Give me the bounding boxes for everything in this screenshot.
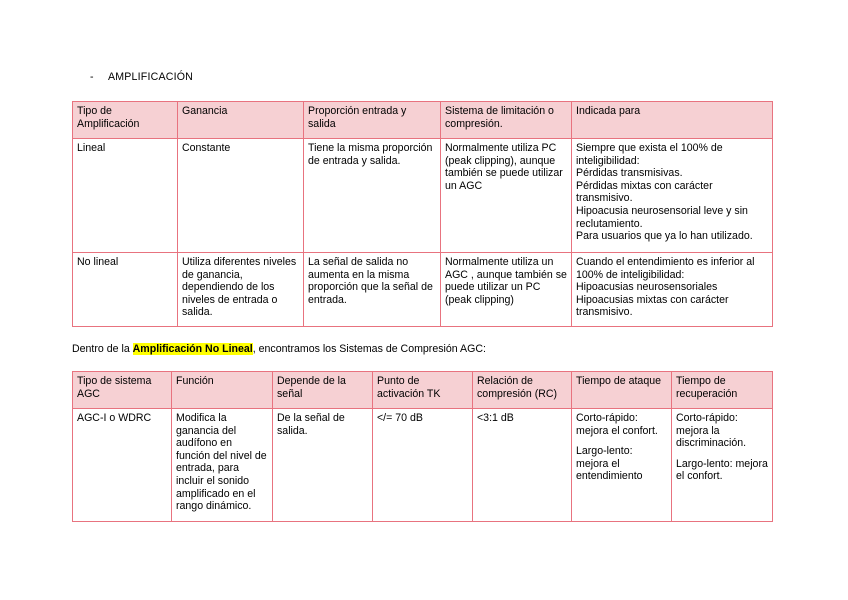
- highlighted-term: Amplificación No Lineal: [132, 343, 253, 355]
- indicada-line: Pérdidas transmisivas.: [576, 167, 683, 180]
- table-row: [73, 139, 773, 253]
- table-row: [73, 253, 773, 327]
- cell-proporcion: La señal de salida no aumenta en la misma proporción que la señal de entrada.: [304, 253, 441, 327]
- recuperacion-line: Largo-lento: mejora el confort.: [676, 457, 768, 483]
- indicada-line: Siempre que exista el 100% de inteligibilidad:: [576, 142, 723, 167]
- cell-ataque: [572, 409, 672, 522]
- cell-tipo: Lineal: [73, 139, 178, 253]
- indicada-line: Cuando el entendimiento es inferior al 100% de inteligibilidad:: [576, 256, 755, 281]
- bullet-dash: -: [90, 71, 94, 83]
- table-row: [73, 409, 773, 522]
- ataque-line: Largo-lento: mejora el entendimiento: [576, 445, 643, 483]
- cell-tipo: No lineal: [73, 253, 178, 327]
- header-cell: Función: [172, 372, 273, 409]
- header-cell: Tiempo de ataque: [572, 372, 672, 409]
- intro-before: Dentro de la: [72, 343, 133, 355]
- header-cell: Relación de compresión (RC): [473, 372, 572, 409]
- header-cell: Sistema de limitación o compresión.: [441, 102, 572, 139]
- indicada-line: Para usuarios que ya lo han utilizado.: [576, 230, 753, 243]
- cell-indicada: [572, 139, 773, 253]
- cell-sistema: Normalmente utiliza PC (peak clipping), aunque también se puede utilizar un AGC: [441, 139, 572, 253]
- header-cell: Ganancia: [178, 102, 304, 139]
- header-cell: Tipo de sistema AGC: [73, 372, 172, 409]
- table-header-row: [73, 102, 773, 139]
- table-header-row: [73, 372, 773, 409]
- cell-relacion: <3:1 dB: [473, 409, 572, 522]
- header-cell: Punto de activación TK: [373, 372, 473, 409]
- cell-depende: De la señal de salida.: [273, 409, 373, 522]
- cell-proporcion: Tiene la misma proporción de entrada y salida.: [304, 139, 441, 253]
- cell-ganancia: Constante: [178, 139, 304, 253]
- cell-funcion: Modifica la ganancia del audífono en función del nivel de entrada, para incluir el sonido amplificado en el rango dinámico.: [172, 409, 273, 522]
- ataque-line: Corto-rápido: mejora el confort.: [576, 412, 658, 437]
- agc-table: [72, 371, 773, 522]
- cell-ganancia: Utiliza diferentes niveles de ganancia, dependiendo de los niveles de entrada o salida.: [178, 253, 304, 327]
- header-cell: Indicada para: [572, 102, 773, 139]
- header-cell: Proporción entrada y salida: [304, 102, 441, 139]
- indicada-line: Hipoacusia neurosensorial leve y sin reclutamiento.: [576, 204, 748, 230]
- cell-indicada: [572, 253, 773, 327]
- intro-after: , encontramos los Sistemas de Compresión AGC:: [252, 343, 486, 355]
- cell-tipo: AGC-I o WDRC: [73, 409, 172, 522]
- recuperacion-line: Corto-rápido: mejora la discriminación.: [676, 412, 747, 450]
- indicada-line: Pérdidas mixtas con carácter transmisivo.: [576, 179, 713, 205]
- amplification-table: [72, 101, 773, 327]
- heading-text: AMPLIFICACIÓN: [108, 71, 194, 83]
- cell-punto: </= 70 dB: [373, 409, 473, 522]
- header-cell: Depende de la señal: [273, 372, 373, 409]
- header-cell: Tipo de Amplificación: [73, 102, 178, 139]
- cell-sistema: Normalmente utiliza un AGC , aunque también se puede utilizar un PC (peak clipping): [441, 253, 572, 327]
- indicada-line: Hipoacusias neurosensoriales: [576, 281, 718, 294]
- section-heading: [90, 71, 193, 83]
- intro-paragraph: [72, 343, 486, 355]
- cell-recuperacion: [672, 409, 773, 522]
- indicada-line: Hipoacusias mixtas con carácter transmisivo.: [576, 293, 729, 319]
- header-cell: Tiempo de recuperación: [672, 372, 773, 409]
